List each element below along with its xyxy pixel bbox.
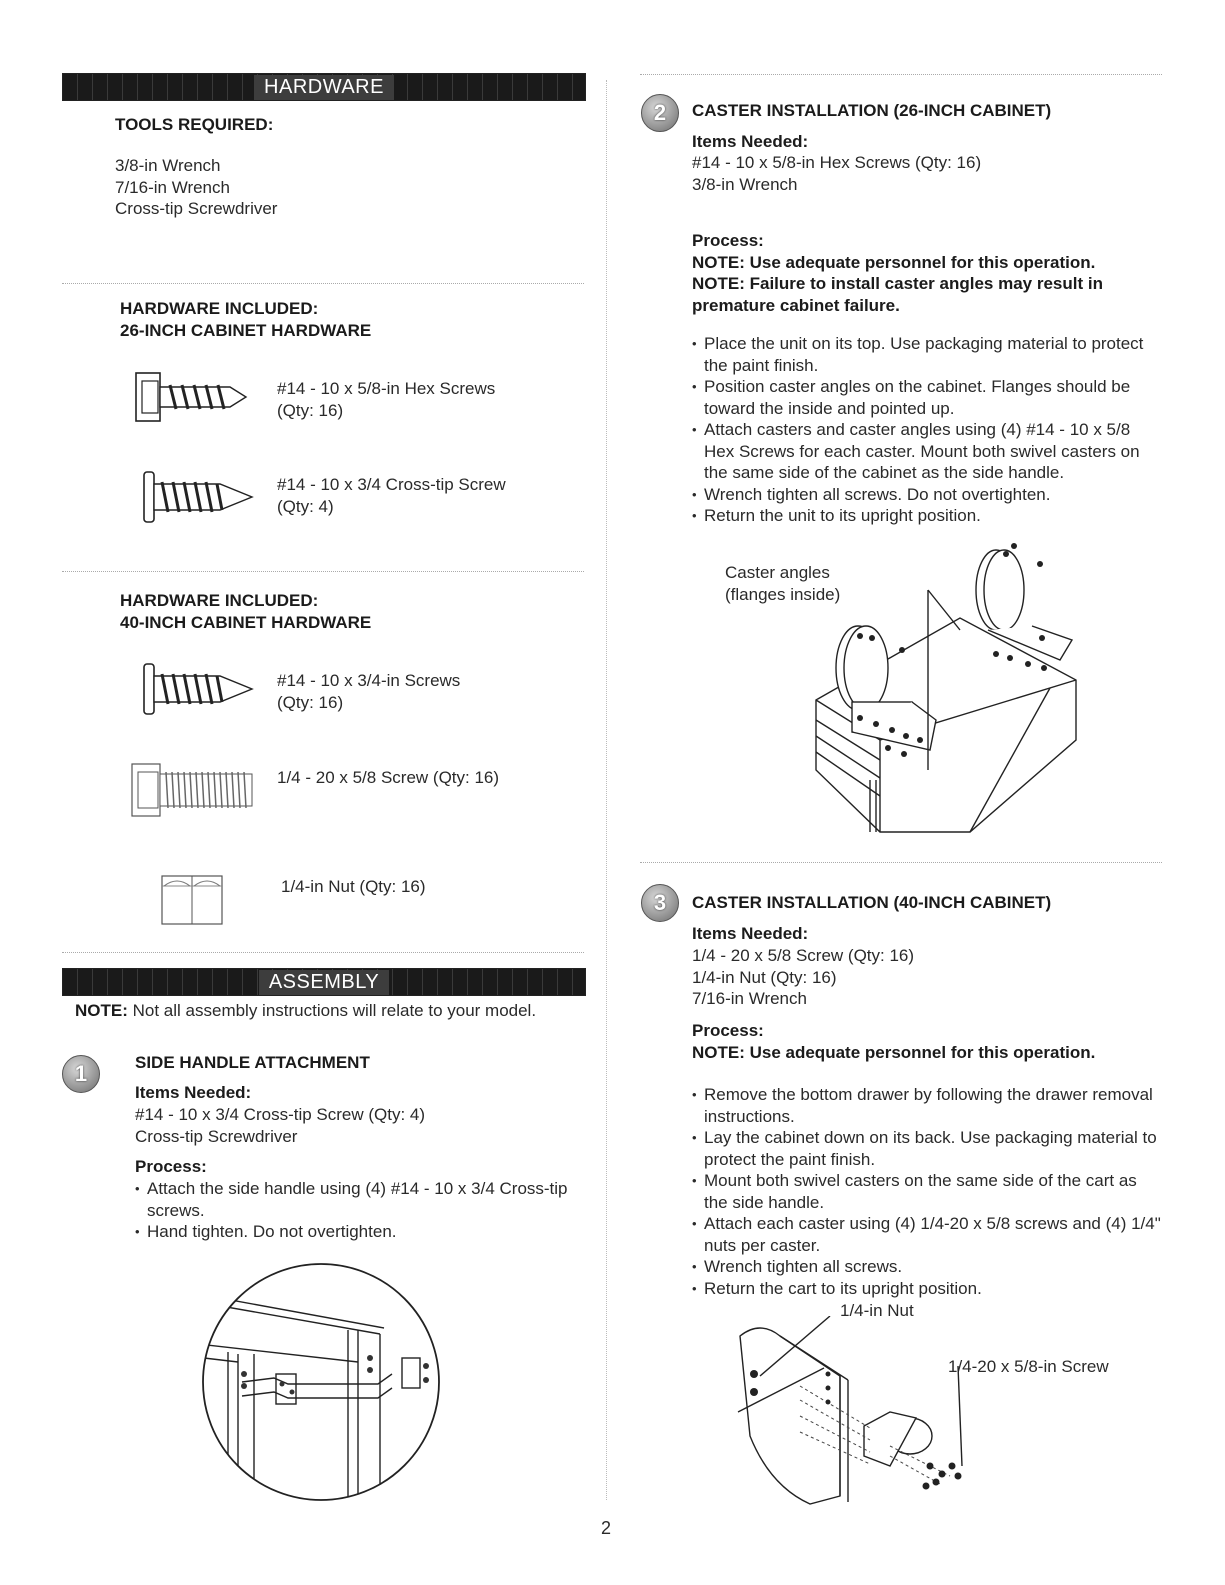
item: 1/4 - 20 x 5/8 Screw (Qty: 16) [692,946,915,965]
item: Cross-tip Screwdriver [135,1126,298,1146]
step-2-title: CASTER INSTALLATION (26-INCH CABINET) [692,101,1052,120]
bullet: • Return the cart to its upright position. [692,1278,1162,1300]
item-name: #14 - 10 x 5/8-in Hex Screws [277,379,496,398]
item: 7/16-in Wrench [692,989,807,1008]
step-1-badge: 1 [62,1055,100,1093]
assembly-note [75,1000,536,1022]
bullet: • Hand tighten. Do not overtighten. [135,1221,595,1243]
item-qty: (Qty: 16) [277,400,344,420]
divider [62,283,584,284]
assembly-banner: ASSEMBLY [62,968,586,996]
divider [62,952,584,953]
caster-40-illustration [730,1316,990,1506]
tool-item: 7/16-in Wrench [115,177,230,197]
hw40-heading [120,590,371,633]
side-handle-illustration [198,1262,448,1507]
step-2-bullets [692,333,1162,527]
step-1-items-label: Items Needed: [135,1083,252,1102]
bullet: • Attach the side handle using (4) #14 - 10 x 3/4 Cross-tip screws. [135,1178,595,1221]
cross-tip-screw-icon [140,468,260,526]
bullet: • Wrench tighten all screws. [692,1256,1162,1278]
page-number: 2 [601,1518,612,1538]
item-qty: (Qty: 16) [277,692,344,712]
item: #14 - 10 x 3/4 Cross-tip Screw (Qty: 4) [135,1105,426,1124]
machine-screw-icon [128,760,258,820]
note-text: Not all assembly instructions will relate to your model. [132,1001,537,1020]
step-3-bullets [692,1084,1162,1299]
divider [640,74,1162,75]
bullet: • Attach casters and caster angles using (4) #14 - 10 x 5/8 Hex Screws for each caster. Mount both swivel casters on the same side of the cabinet as the side handle. [692,419,1162,484]
hw26-heading [120,298,371,341]
hw26-item-1 [277,378,495,421]
hardware-banner: HARDWARE [62,73,586,101]
item: 1/4-in Nut (Qty: 16) [692,967,837,987]
step-2-items-label: Items Needed: [692,132,809,151]
hw26-heading-line1: HARDWARE INCLUDED: [120,299,319,318]
step-1-title: SIDE HANDLE ATTACHMENT [135,1053,370,1072]
hw40-item-2: 1/4 - 20 x 5/8 Screw (Qty: 16) [277,768,500,787]
item-name: #14 - 10 x 3/4 Cross-tip Screw [277,475,506,494]
item-qty: (Qty: 4) [277,496,334,516]
nut-callout: 1/4-in Nut [840,1301,914,1320]
bullet: • Mount both swivel casters on the same side of the cart as the side handle. [692,1170,1162,1213]
bullet: • Wrench tighten all screws. Do not overtighten. [692,484,1162,506]
step-1-process-label: Process: [135,1157,207,1176]
caster-26-illustration [810,540,1090,840]
callout-line2: (flanges inside) [725,584,841,604]
hw40-item-3: 1/4-in Nut (Qty: 16) [281,877,426,896]
note: NOTE: Failure to install caster angles may result in premature cabinet failure. [692,274,1103,315]
bullet: • Place the unit on its top. Use packaging material to protect the paint finish. [692,333,1162,376]
step-3-items-label: Items Needed: [692,924,809,943]
process-label: Process: [692,1021,764,1040]
step-3-title: CASTER INSTALLATION (40-INCH CABINET) [692,893,1052,912]
hw40-heading-line2: 40-INCH CABINET HARDWARE [120,612,372,632]
tool-item: Cross-tip Screwdriver [115,199,278,218]
hw40-item-1 [277,670,460,713]
callout-line1: Caster angles [725,563,830,582]
divider [640,862,1162,863]
item-name: #14 - 10 x 3/4-in Screws [277,671,461,690]
bullet: • Return the unit to its upright position. [692,505,1162,527]
note: NOTE: Use adequate personnel for this operation. [692,1042,1096,1062]
bullet: • Position caster angles on the cabinet. Flanges should be toward the inside and pointed up. [692,376,1162,419]
step-1-items [135,1104,425,1147]
hex-screw-icon [130,367,250,429]
item: #14 - 10 x 5/8-in Hex Screws (Qty: 16) [692,153,982,172]
screw-callout: 1/4-20 x 5/8-in Screw [948,1357,1109,1376]
step-2-badge: 2 [641,94,679,132]
hw40-heading-line1: HARDWARE INCLUDED: [120,591,319,610]
item: 3/8-in Wrench [692,174,798,194]
step-3-process [692,1020,1162,1063]
hw26-item-2 [277,474,506,517]
bullet: • Remove the bottom drawer by following the drawer removal instructions. [692,1084,1162,1127]
step-3-items [692,945,914,1010]
nut-icon [160,872,226,928]
tool-item: 3/8-in Wrench [115,156,221,175]
column-divider [606,80,607,1500]
process-label: Process: [692,231,764,250]
note-label: NOTE: [75,1001,128,1020]
step-1-bullets [135,1178,595,1243]
note: NOTE: Use adequate personnel for this operation. [692,252,1096,272]
tools-heading: TOOLS REQUIRED: [115,115,274,134]
step-2-process [692,230,1162,316]
divider [62,571,584,572]
bullet: • Lay the cabinet down on its back. Use packaging material to protect the paint finish. [692,1127,1162,1170]
step-2-items [692,152,981,195]
tools-list [115,155,277,220]
step-3-badge: 3 [641,884,679,922]
bullet: • Attach each caster using (4) 1/4-20 x 5/8 screws and (4) 1/4" nuts per caster. [692,1213,1162,1256]
hw26-heading-line2: 26-INCH CABINET HARDWARE [120,320,372,340]
cross-tip-screw-icon [140,660,260,718]
